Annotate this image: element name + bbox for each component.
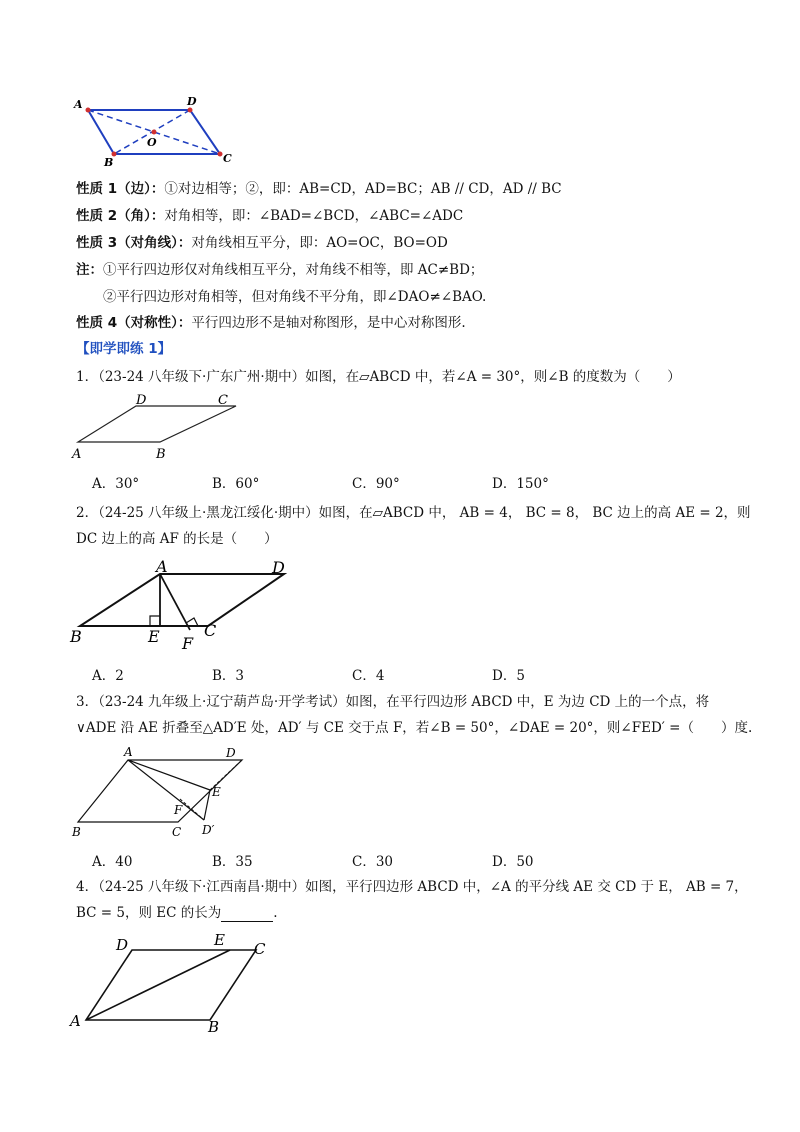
- q3-option-c[interactable]: C．30: [352, 854, 394, 870]
- q2-label-b: B: [70, 627, 82, 646]
- q3-fold-figure: [66, 744, 256, 840]
- q3-option-a[interactable]: A．40: [92, 854, 133, 870]
- label-o: O: [147, 136, 157, 149]
- property-3-text: 对角线相互平分，即：AO=OC，BO=OD: [191, 235, 448, 251]
- q4-parallelogram: [86, 950, 256, 1020]
- q3-option-d[interactable]: D．50: [492, 854, 534, 870]
- note-text-1: ①平行四边形仅对角线相互平分，对角线不相等，即 AC≠BD；: [103, 262, 484, 278]
- q2-parallelogram: [80, 574, 284, 626]
- q1-parallelogram-figure: [66, 392, 266, 464]
- property-2-text: 对角相等，即：∠BAD=∠BCD，∠ABC=∠ADC: [164, 208, 464, 224]
- q2-label-d: D: [272, 558, 285, 577]
- q4-answer-blank[interactable]: [221, 907, 273, 922]
- point-d: [188, 108, 193, 113]
- note-text-2: ②平行四边形对角相等，但对角线不平分角，即∠DAO≠∠BAO.: [103, 289, 487, 305]
- q2-option-a[interactable]: A．2: [92, 668, 124, 684]
- q4-label-d: D: [116, 936, 129, 954]
- q3-label-d-prime: D′: [202, 823, 215, 837]
- q1-parallelogram: [78, 406, 236, 442]
- note-line-2: [103, 288, 486, 306]
- point-a: [86, 108, 91, 113]
- q3-label-b: B: [72, 825, 81, 839]
- note-label: 注：: [76, 262, 103, 278]
- property-4: [76, 314, 466, 332]
- property-4-text: 平行四边形不是轴对称图形，是中心对称图形.: [191, 315, 466, 331]
- q2-label-a: A: [156, 557, 168, 576]
- q2-option-d[interactable]: D．5: [492, 668, 525, 684]
- q1-stem: 1．（23-24 八年级下·广东广州·期中）如图，在▱ABCD 中，若∠A = 30°，则∠B 的度数为（ ）: [76, 369, 681, 385]
- q4-stem-text: BC = 5，则 EC 的长为: [76, 905, 222, 921]
- q2-label-f: F: [182, 634, 194, 653]
- property-2-label: 性质 2（角）：: [76, 208, 165, 224]
- q4-label-e: E: [214, 932, 225, 949]
- q2-height-af: [160, 574, 190, 630]
- q1-label-d: D: [136, 393, 147, 408]
- label-c: C: [223, 152, 232, 165]
- q2-label-e: E: [148, 627, 160, 646]
- q2-option-b[interactable]: B．3: [212, 668, 245, 684]
- q3-label-a: A: [124, 745, 133, 759]
- q4-parallelogram-figure: [66, 932, 286, 1034]
- q3-label-f: F: [174, 803, 183, 817]
- note-line-1: [76, 261, 483, 279]
- q1-label-c: C: [218, 393, 228, 408]
- q4-bisector-ae: [86, 950, 230, 1020]
- label-a: A: [74, 98, 83, 111]
- q1-label-a: A: [72, 447, 82, 462]
- point-c: [218, 152, 223, 157]
- q3-label-d: D: [226, 746, 236, 760]
- label-d: D: [187, 95, 197, 108]
- property-3: [76, 234, 448, 252]
- q1-label-b: B: [156, 447, 166, 462]
- q1-option-c[interactable]: C．90°: [352, 476, 400, 492]
- q2-stem-line-1: 2．（24-25 八年级上·黑龙江绥化·期中）如图，在▱ABCD 中， AB = 4， BC = 8， BC 边上的高 AE = 2，则: [76, 505, 751, 521]
- q3-stem-line-1: 3．（23-24 九年级上·辽宁葫芦岛·开学考试）如图，在平行四边形 ABCD 中，E 为边 CD 上的一个点，将: [76, 694, 710, 710]
- q2-option-c[interactable]: C．4: [352, 668, 385, 684]
- q4-stem-end: .: [273, 905, 278, 921]
- q3-label-c: C: [172, 825, 182, 839]
- property-3-label: 性质 3（对角线）：: [76, 235, 192, 251]
- q4-label-b: B: [208, 1018, 220, 1034]
- q3-stem-line-2: ∨ADE 沿 AE 折叠至△AD′E 处，AD′ 与 CE 交于点 F，若∠B = 50°，∠DAE = 20°，则∠FED′ =（ ）度.: [76, 720, 753, 736]
- label-b: B: [104, 156, 114, 169]
- q1-option-a[interactable]: A．30°: [92, 476, 140, 492]
- point-o: [152, 130, 157, 135]
- q4-stem-line-2: [76, 904, 278, 922]
- property-2: [76, 207, 463, 225]
- q2-label-c: C: [204, 621, 217, 640]
- property-1-label: 性质 1（边）：: [76, 181, 165, 197]
- q2-right-angle-e: [150, 616, 160, 626]
- q4-stem-line-1: 4．（24-25 八年级下·江西南昌·期中）如图，平行四边形 ABCD 中，∠A 的平分线 AE 交 CD 于 E， AB = 7，: [76, 879, 748, 895]
- q3-segment-ae: [128, 760, 210, 790]
- q1-option-d[interactable]: D．150°: [492, 476, 549, 492]
- parallelogram-diagonals-figure: [66, 92, 246, 172]
- q2-stem-line-2: DC 边上的高 AF 的长是（ ）: [76, 531, 278, 547]
- q3-label-e: E: [212, 785, 221, 799]
- property-1: [76, 180, 562, 198]
- q3-segment-ad-prime: [128, 760, 204, 820]
- q3-option-b[interactable]: B．35: [212, 854, 253, 870]
- q4-label-c: C: [254, 940, 266, 958]
- q2-parallelogram-figure: [66, 556, 306, 654]
- q1-option-b[interactable]: B．60°: [212, 476, 260, 492]
- section-title: 【即学即练 1】: [76, 341, 172, 357]
- property-4-label: 性质 4（对称性）：: [76, 315, 192, 331]
- property-1-text: ①对边相等；②，即：AB=CD，AD=BC；AB // CD，AD // BC: [164, 181, 562, 197]
- q4-label-a: A: [70, 1012, 81, 1030]
